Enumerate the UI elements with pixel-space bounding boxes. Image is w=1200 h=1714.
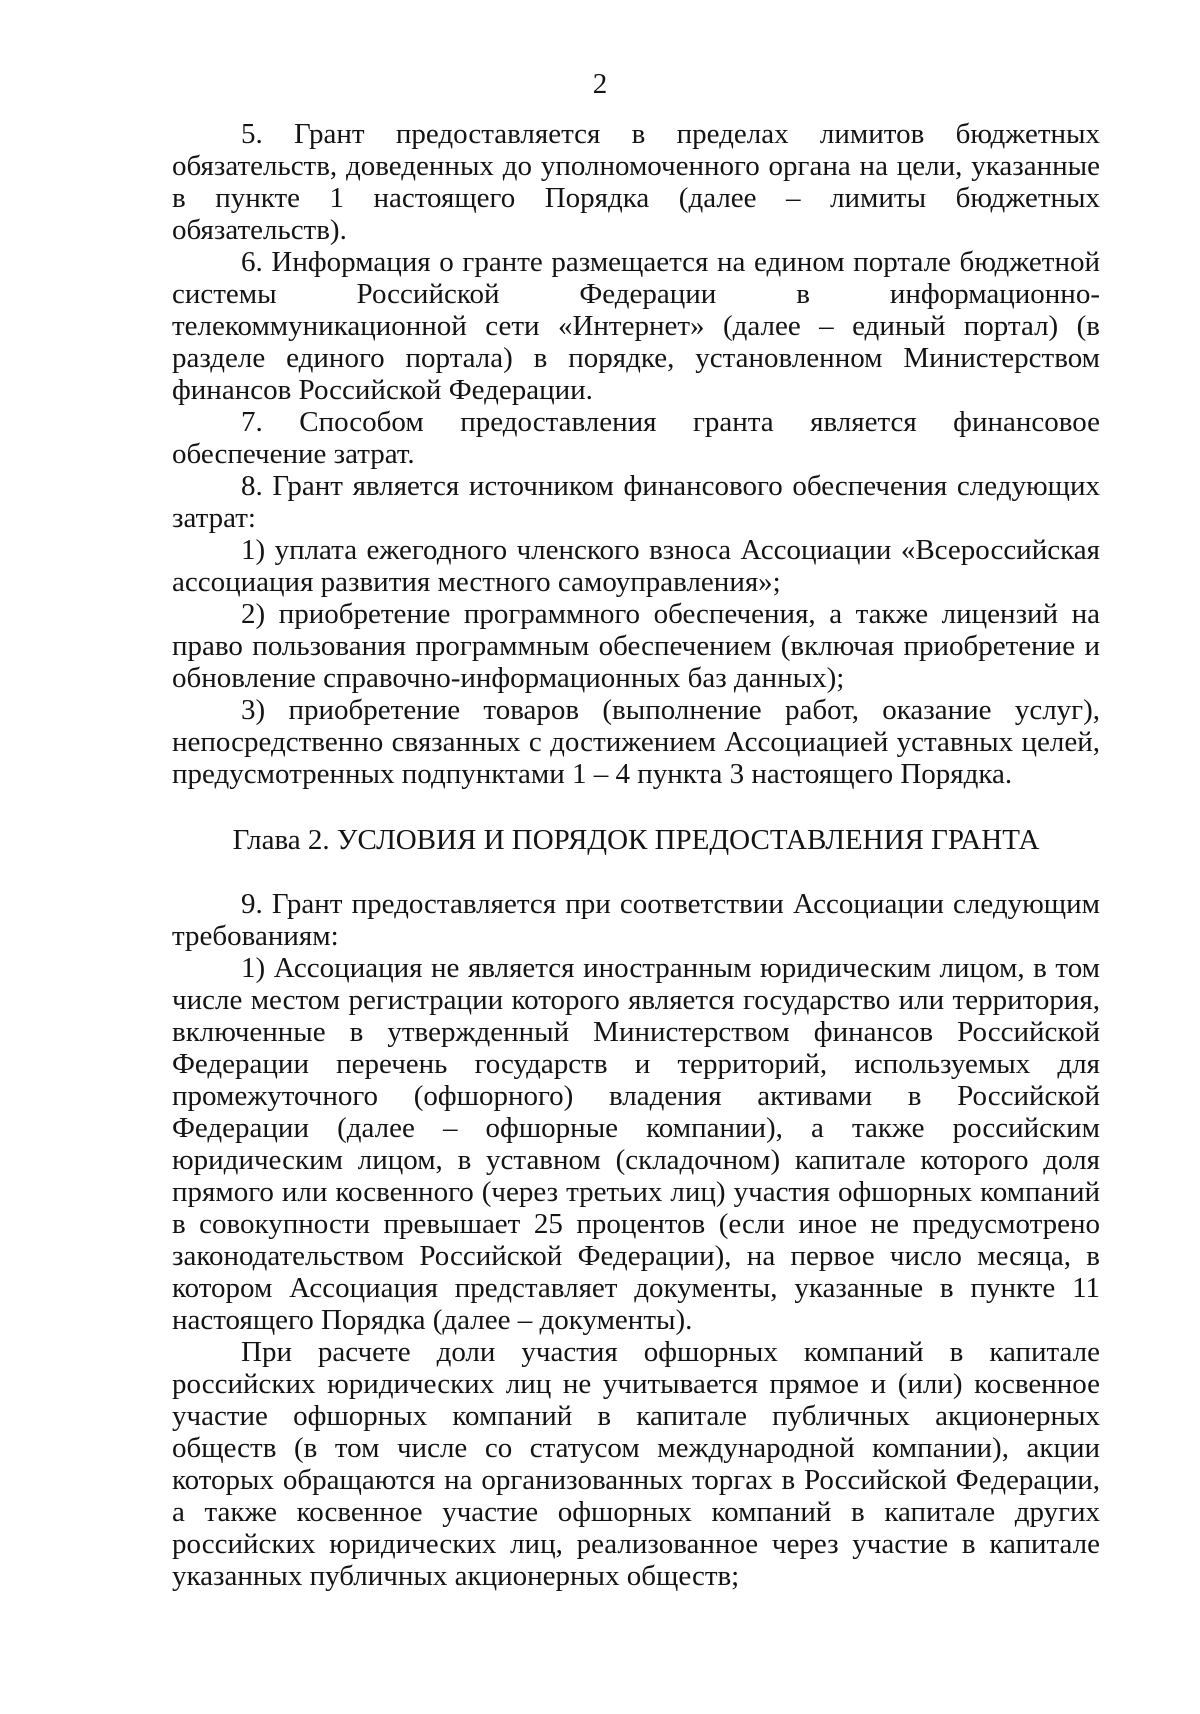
paragraph-9: 9. Грант предоставляется при соответствии Ассоциации следующим требованиям:	[172, 888, 1100, 952]
paragraph-7: 7. Способом предоставления гранта является финансовое обеспечение затрат.	[172, 406, 1100, 470]
paragraph-8-item-1: 1) уплата ежегодного членского взноса Ассоциации «Всероссийская ассоциация развития местного самоуправления»;	[172, 534, 1100, 598]
paragraph-8: 8. Грант является источником финансового обеспечения следующих затрат:	[172, 470, 1100, 534]
chapter-heading: Глава 2. УСЛОВИЯ И ПОРЯДОК ПРЕДОСТАВЛЕНИЯ ГРАНТА	[232, 824, 1040, 856]
paragraph-5: 5. Грант предоставляется в пределах лимитов бюджетных обязательств, доведенных до уполномоченного органа на цели, указанные в пункте 1 настоящего Порядка (далее – лимиты бюджетных обязательств).	[172, 118, 1100, 246]
paragraph-8-item-3: 3) приобретение товаров (выполнение работ, оказание услуг), непосредственно связанных с достижением Ассоциацией уставных целей, предусмотренных подпунктами 1 – 4 пункта 3 настоящего Порядка.	[172, 694, 1100, 790]
page-number: 2	[592, 68, 608, 100]
paragraph-offshore-calculation: При расчете доли участия офшорных компаний в капитале российских юридических лиц не учитывается прямое и (или) косвенное участие офшорных компаний в капитале публичных акционерных обществ (в том числе со статусом международной компании), акции которых обращаются на организованных торгах в Российской Федерации, а также косвенное участие офшорных компаний в капитале других российских юридических лиц, реализованное через участие в капитале указанных публичных акционерных обществ;	[172, 1336, 1100, 1592]
paragraph-6: 6. Информация о гранте размещается на едином портале бюджетной системы Российской Федерации в информационно-телекоммуникационной сети «Интернет» (далее – единый портал) (в разделе единого портала) в порядке, установленном Министерством финансов Российской Федерации.	[172, 246, 1100, 406]
paragraph-8-item-2: 2) приобретение программного обеспечения, а также лицензий на право пользования программным обеспечением (включая приобретение и обновление справочно-информационных баз данных);	[172, 598, 1100, 694]
paragraph-9-item-1: 1) Ассоциация не является иностранным юридическим лицом, в том числе местом регистрации которого является государство или территория, включенные в утвержденный Министерством финансов Российской Федерации перечень государств и территорий, используемых для промежуточного (офшорного) владения активами в Российской Федерации (далее – офшорные компании), а также российским юридическим лицом, в уставном (складочном) капитале которого доля прямого или косвенного (через третьих лиц) участия офшорных компаний в совокупности превышает 25 процентов (если иное не предусмотрено законодательством Российской Федерации), на первое число месяца, в котором Ассоциация представляет документы, указанные в пункте 11 настоящего Порядка (далее – документы).	[172, 952, 1100, 1336]
document-body	[172, 118, 1100, 1592]
